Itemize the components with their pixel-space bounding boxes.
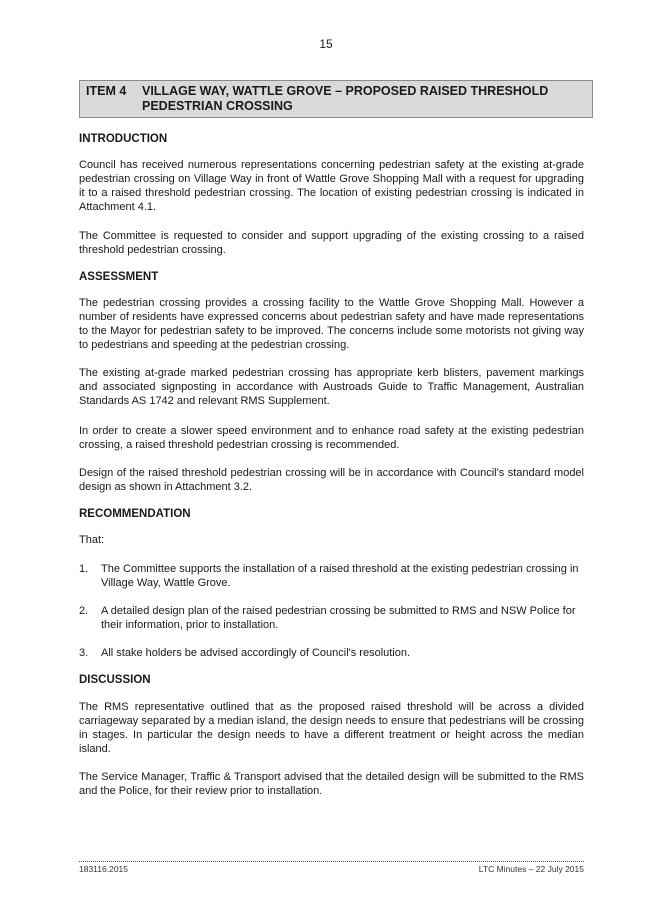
discussion-paragraph-2: The Service Manager, Traffic & Transport advised that the detailed design will be submitted to the RMS and the Police, for their review prior to installation. (79, 771, 584, 797)
list-text: The Committee supports the installation of a raised threshold at the existing pedestrian crossing in Village Way, Wattle Grove. (101, 563, 579, 589)
footer-minutes-date: LTC Minutes – 22 July 2015 (478, 864, 584, 874)
list-number: 3. (79, 647, 89, 659)
footer-divider (79, 861, 584, 862)
heading-recommendation: RECOMMENDATION (79, 508, 191, 520)
assessment-paragraph-2: The existing at-grade marked pedestrian crossing has appropriate kerb blisters, pavement markings and associated signposting in accordance with Austroads Guide to Traffic Management, Australian Standards AS 1742 and relevant RMS Supplement. (79, 367, 584, 407)
assessment-paragraph-4: Design of the raised threshold pedestrian crossing will be in accordance with Council's standard model design as shown in Attachment 3.2. (79, 467, 584, 493)
item-label: ITEM 4 (86, 84, 127, 98)
list-number: 1. (79, 563, 89, 575)
footer-document-id: 183116.2015 (79, 864, 129, 874)
assessment-paragraph-1: The pedestrian crossing provides a crossing facility to the Wattle Grove Shopping Mall. However a number of residents have expressed concerns about pedestrian safety and have made representations to the Mayor for pedestrian safety to be improved. The concerns include some motorists not giving way to pedestrians and speeding at the pedestrian crossing. (79, 297, 584, 351)
heading-assessment: ASSESSMENT (79, 271, 159, 283)
list-text: A detailed design plan of the raised pedestrian crossing be submitted to RMS and NSW Police for their information, prior to installation. (101, 605, 576, 631)
page-number: 15 (319, 37, 333, 51)
intro-paragraph-1: Council has received numerous representations concerning pedestrian safety at the existing at-grade pedestrian crossing on Village Way in front of Wattle Grove Shopping Mall with a request for upgrading it to a raised threshold pedestrian crossing. The location of existing pedestrian crossing is indicated in Attachment 4.1. (79, 159, 584, 213)
intro-paragraph-2: The Committee is requested to consider and support upgrading of the existing crossing to a raised threshold pedestrian crossing. (79, 230, 584, 256)
heading-discussion: DISCUSSION (79, 674, 151, 686)
item-heading-box (79, 80, 593, 118)
recommendation-intro: That: (79, 534, 105, 546)
heading-introduction: INTRODUCTION (79, 133, 168, 145)
discussion-paragraph-1: The RMS representative outlined that as the proposed raised threshold will be across a divided carriageway separated by a median island, the design needs to ensure that pedestrians will be crossing in stages. In particular the design needs to have a different treatment or height across the median island. (79, 701, 584, 755)
item-title: VILLAGE WAY, WATTLE GROVE – PROPOSED RAISED THRESHOLD PEDESTRIAN CROSSING (142, 84, 549, 113)
list-text: All stake holders be advised accordingly of Council's resolution. (101, 647, 411, 659)
list-number: 2. (79, 605, 89, 617)
assessment-paragraph-3: In order to create a slower speed environment and to enhance road safety at the existing pedestrian crossing, a raised threshold pedestrian crossing is recommended. (79, 425, 584, 451)
